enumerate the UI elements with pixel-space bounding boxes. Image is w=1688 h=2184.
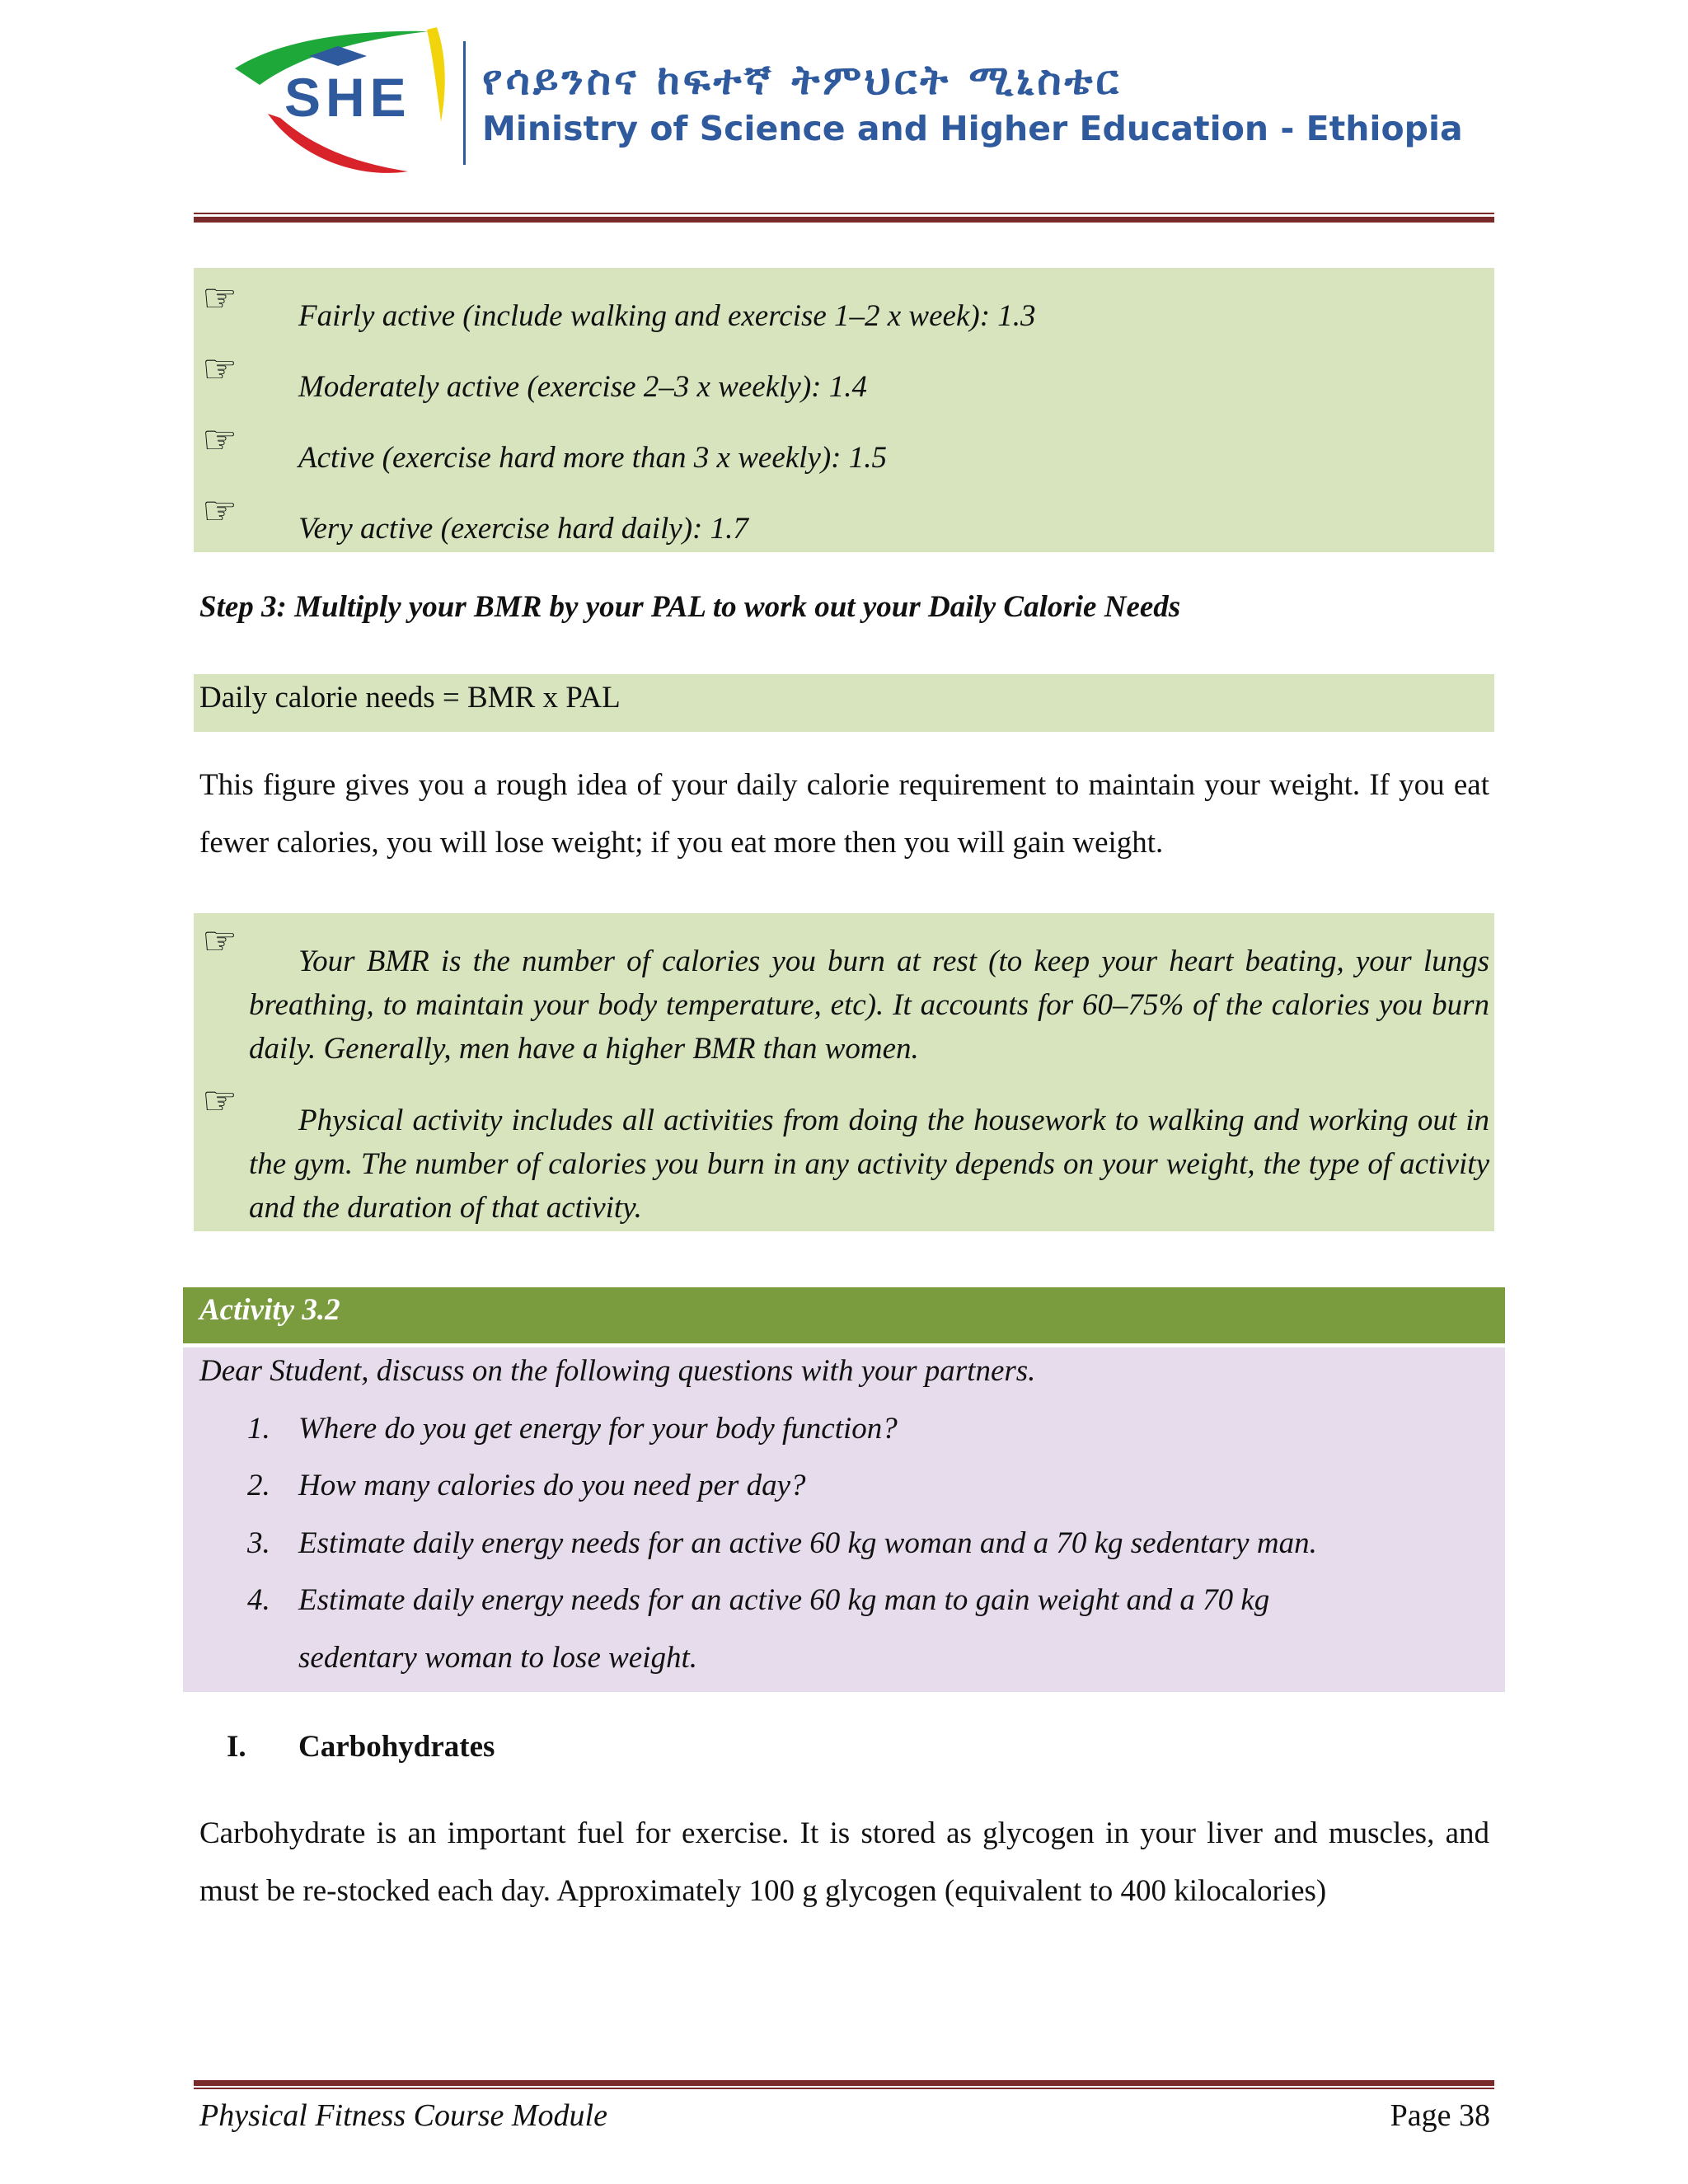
header-rule-thin [194, 213, 1494, 214]
activity-header-bar [183, 1287, 1505, 1343]
question-number: 3. [247, 1526, 270, 1560]
question-text: Estimate daily energy needs for an active 60 kg woman and a 70 kg sedentary man. [298, 1526, 1317, 1560]
pointing-hand-icon: ☞ [202, 417, 238, 463]
footer-page-number: Page 38 [1390, 2098, 1490, 2133]
question-text: Estimate daily energy needs for an active 60 kg man to gain weight and a 70 kg [298, 1583, 1270, 1617]
pal-item: Fairly active (include walking and exercise 1–2 x week): 1.3 [298, 299, 1036, 333]
question-number: 1. [247, 1412, 270, 1446]
footer-module-name: Physical Fitness Course Module [199, 2098, 607, 2133]
paragraph-carbohydrates: Carbohydrate is an important fuel for exercise. It is stored as glycogen in your liver and muscles, and must be re-stocked each day. Approximately 100 g glycogen (equivalent to 400 kilocalories) [199, 1816, 1489, 1908]
pointing-hand-icon: ☞ [202, 1078, 238, 1124]
pal-item: Active (exercise hard more than 3 x weekly): 1.5 [298, 441, 888, 475]
logo-she-text: SHE [284, 67, 411, 128]
ministry-name-english: Ministry of Science and Higher Education - Ethiopia [482, 109, 1463, 148]
step3-heading: Step 3: Multiply your BMR by your PAL to work out your Daily Calorie Needs [199, 590, 1181, 624]
pointing-hand-icon: ☞ [202, 275, 238, 321]
question-number: 2. [247, 1469, 270, 1502]
footer-rule-thick [194, 2080, 1494, 2086]
paragraph-calorie-requirement: This figure gives you a rough idea of your daily calorie requirement to maintain your weight. If you eat fewer calories, you will lose weight; if you eat more then you will gain weight. [199, 768, 1489, 860]
question-text: Where do you get energy for your body function? [298, 1412, 898, 1446]
pal-item: Moderately active (exercise 2–3 x weekly): 1.4 [298, 370, 867, 404]
footer-rule-thin [194, 2088, 1494, 2089]
pointing-hand-icon: ☞ [202, 918, 238, 964]
pal-item: Very active (exercise hard daily): 1.7 [298, 512, 748, 546]
question-number: 4. [247, 1583, 270, 1617]
activity-title: Activity 3.2 [199, 1293, 340, 1327]
pointing-hand-icon: ☞ [202, 488, 238, 534]
pointing-hand-icon: ☞ [202, 346, 238, 392]
question-text: How many calories do you need per day? [298, 1469, 806, 1502]
note-physical-activity: Physical activity includes all activities from doing the housework to walking and working out in the gym. The number of calories you burn in any activity depends on your weight, the type of activity and the duration of that activity. [249, 1104, 1489, 1225]
note-bmr: Your BMR is the number of calories you burn at rest (to keep your heart beating, your lungs breathing, to maintain your body temperature, etc). It accounts for 60–75% of the calories you burn daily. Generally, men have a higher BMR than women. [249, 944, 1489, 1066]
section-title: Carbohydrates [298, 1730, 495, 1764]
activity-intro: Dear Student, discuss on the following questions with your partners. [199, 1354, 1036, 1388]
header-rule-thick [194, 217, 1494, 223]
question-text-continued: sedentary woman to lose weight. [298, 1641, 698, 1675]
ministry-name-amharic: የሳይንስና ከፍተኛ ትምህርት ሚኒስቴር [482, 56, 1123, 104]
formula-text: Daily calorie needs = BMR x PAL [199, 681, 621, 715]
section-number: I. [227, 1730, 246, 1764]
header-divider [463, 41, 466, 165]
